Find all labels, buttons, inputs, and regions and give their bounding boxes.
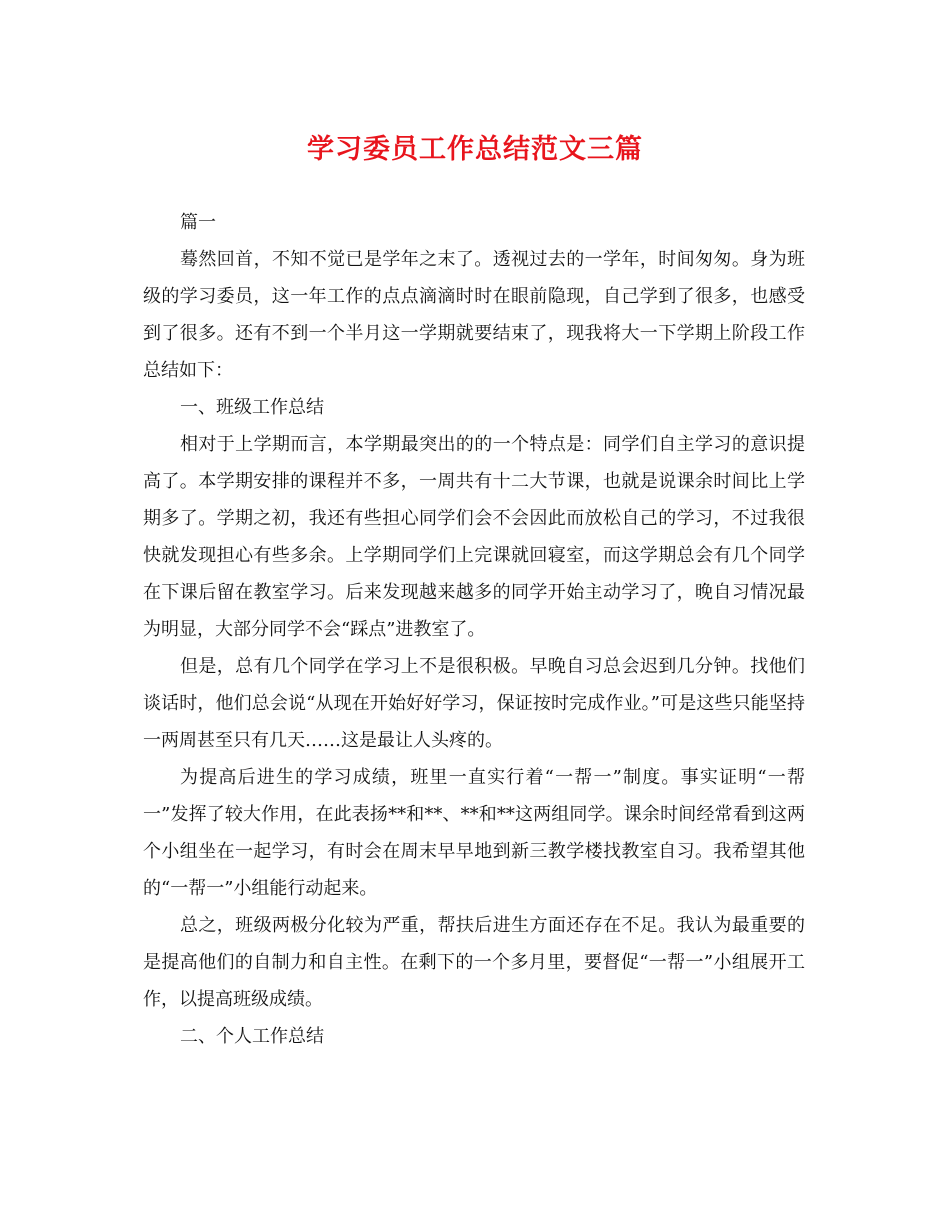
document-title: 学习委员工作总结范文三篇 (307, 134, 643, 165)
section-heading-class-work: 一、班级工作总结 (180, 397, 324, 418)
section-heading-part-one: 篇一 (180, 212, 216, 233)
paragraph-self-study: 相对于上学期而言，本学期最突出的的一个特点是：同学们自主学习的意识提高了。本学期安排的课程并不多，一周共有十二大节课，也就是说课余时间比上学期多了。学期之初，我还有些担心同学们会不会因此而放松自己的学习，不过我很快就发现担心有些多余。上学期同学们上完课就回寝室，而这学期总会有几个同学在下课后留在教室学习。后来发现越来越多的同学开始主动学习了，晚自习情况最为明显，大部分同学不会“踩点”进教室了。 (143, 434, 805, 640)
paragraph-inactive-students: 但是，总有几个同学在学习上不是很积极。早晚自习总会迟到几分钟。找他们谈话时，他们总会说“从现在开始好好学习，保证按时完成作业。”可是这些只能坚持一两周甚至只有几天……这是最让人头疼的。 (143, 656, 805, 751)
section-heading-personal-work: 二、个人工作总结 (180, 1026, 324, 1047)
document-body (143, 204, 805, 1055)
paragraph-peer-help: 为提高后进生的学习成绩，班里一直实行着“一帮一”制度。事实证明“一帮一”发挥了较大作用，在此表扬**和**、**和**这两组同学。课余时间经常看到这两个小组坐在一起学习，有时会在周末早早地到新三教学楼找教室自习。我希望其他的“一帮一”小组能行动起来。 (143, 767, 805, 899)
paragraph-summary: 总之，班级两极分化较为严重，帮扶后进生方面还存在不足。我认为最重要的是提高他们的自制力和自主性。在剩下的一个多月里，要督促“一帮一”小组展开工作，以提高班级成绩。 (143, 915, 805, 1010)
paragraph-intro: 蓦然回首，不知不觉已是学年之末了。透视过去的一学年，时间匆匆。身为班级的学习委员，这一年工作的点点滴滴时时在眼前隐现，自己学到了很多，也感受到了很多。还有不到一个半月这一学期就要结束了，现我将大一下学期上阶段工作总结如下： (143, 249, 805, 381)
